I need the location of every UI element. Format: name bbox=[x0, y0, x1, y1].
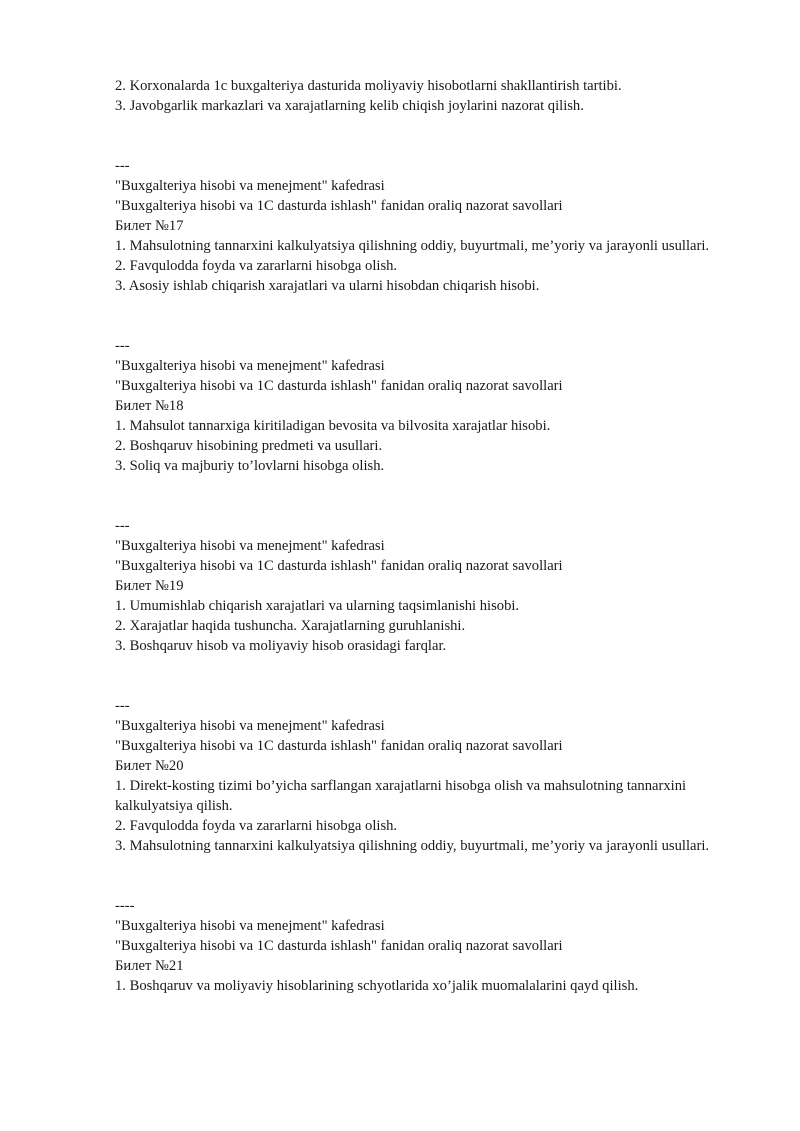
question: 3. Mahsulotning tannarxini kalkulyatsiya qilishning oddiy, buyurtmali, me’yoriy va jarayonli usullari. bbox=[115, 838, 710, 854]
question: 1. Mahsulot tannarxiga kiritiladigan bevosita va bilvosita xarajatlar hisobi. bbox=[115, 418, 551, 434]
department-name: "Buxgalteriya hisobi va menejment" kafedrasi bbox=[115, 918, 385, 934]
ticket-number: Билет №17 bbox=[115, 218, 184, 234]
question: 2. Xarajatlar haqida tushuncha. Xarajatlarning guruhlanishi. bbox=[115, 618, 466, 634]
ticket-number: Билет №21 bbox=[115, 958, 184, 974]
intro-question: 2. Korxonalarda 1c buxgalteriya dasturida moliyaviy hisobotlarni shakllantirish tartibi. bbox=[115, 78, 622, 94]
department-name: "Buxgalteriya hisobi va menejment" kafedrasi bbox=[115, 718, 385, 734]
question: 1. Boshqaruv va moliyaviy hisoblarining schyotlarida xo’jalik muomalalarini qayd qilish. bbox=[115, 978, 639, 994]
question: 2. Boshqaruv hisobining predmeti va usullari. bbox=[115, 438, 383, 454]
document-page bbox=[115, 76, 725, 996]
intro-question: 3. Javobgarlik markazlari va xarajatlarning kelib chiqish joylarini nazorat qilish. bbox=[115, 98, 584, 114]
ticket-19 bbox=[115, 516, 725, 656]
ticket-separator: --- bbox=[115, 158, 130, 174]
question: 1. Direkt-kosting tizimi bo’yicha sarflangan xarajatlarni hisobga olish va mahsulotning tannarxini kalkulyatsiya qilish. bbox=[115, 778, 690, 814]
ticket-separator: --- bbox=[115, 518, 130, 534]
question: 1. Umumishlab chiqarish xarajatlari va ularning taqsimlanishi hisobi. bbox=[115, 598, 520, 614]
question: 2. Favqulodda foyda va zararlarni hisobga olish. bbox=[115, 818, 398, 834]
course-title: "Buxgalteriya hisobi va 1C dasturda ishlash" fanidan oraliq nazorat savollari bbox=[115, 938, 563, 954]
ticket-separator: --- bbox=[115, 338, 130, 354]
ticket-number: Билет №20 bbox=[115, 758, 184, 774]
department-name: "Buxgalteriya hisobi va menejment" kafedrasi bbox=[115, 358, 385, 374]
intro-block bbox=[115, 76, 725, 116]
ticket-number: Билет №18 bbox=[115, 398, 184, 414]
ticket-20 bbox=[115, 696, 725, 856]
question: 3. Soliq va majburiy to’lovlarni hisobga olish. bbox=[115, 458, 385, 474]
course-title: "Buxgalteriya hisobi va 1C dasturda ishlash" fanidan oraliq nazorat savollari bbox=[115, 738, 563, 754]
ticket-17 bbox=[115, 156, 725, 296]
question: 3. Boshqaruv hisob va moliyaviy hisob orasidagi farqlar. bbox=[115, 638, 447, 654]
ticket-21 bbox=[115, 896, 725, 996]
department-name: "Buxgalteriya hisobi va menejment" kafedrasi bbox=[115, 538, 385, 554]
course-title: "Buxgalteriya hisobi va 1C dasturda ishlash" fanidan oraliq nazorat savollari bbox=[115, 378, 563, 394]
question: 2. Favqulodda foyda va zararlarni hisobga olish. bbox=[115, 258, 398, 274]
course-title: "Buxgalteriya hisobi va 1C dasturda ishlash" fanidan oraliq nazorat savollari bbox=[115, 198, 563, 214]
question: 1. Mahsulotning tannarxini kalkulyatsiya qilishning oddiy, buyurtmali, me’yoriy va jarayonli usullari. bbox=[115, 238, 710, 254]
course-title: "Buxgalteriya hisobi va 1C dasturda ishlash" fanidan oraliq nazorat savollari bbox=[115, 558, 563, 574]
ticket-18 bbox=[115, 336, 725, 476]
department-name: "Buxgalteriya hisobi va menejment" kafedrasi bbox=[115, 178, 385, 194]
question: 3. Asosiy ishlab chiqarish xarajatlari va ularni hisobdan chiqarish hisobi. bbox=[115, 278, 540, 294]
ticket-separator: ---- bbox=[115, 898, 135, 914]
ticket-number: Билет №19 bbox=[115, 578, 184, 594]
ticket-separator: --- bbox=[115, 698, 130, 714]
